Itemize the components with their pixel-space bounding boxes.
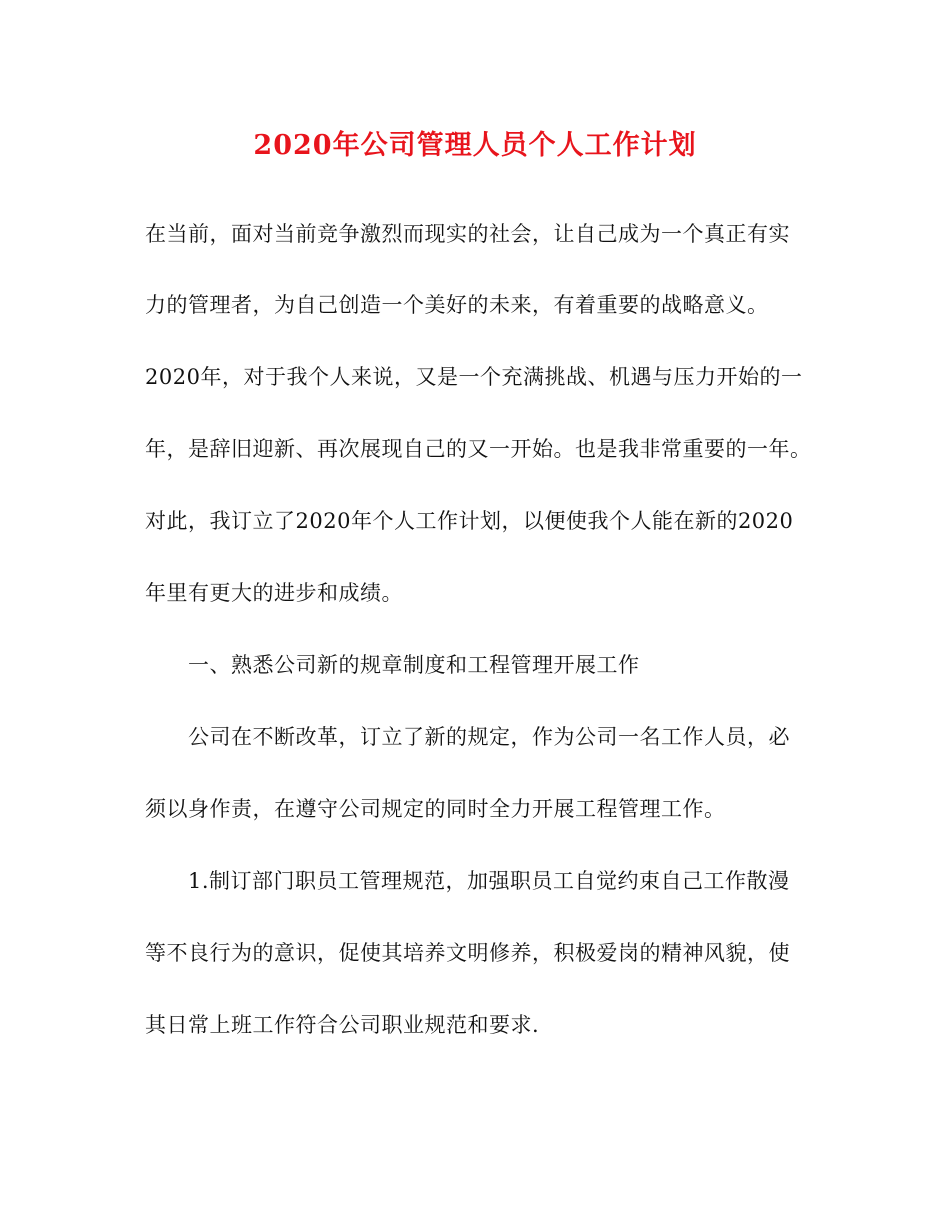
list-item-line: 其日常上班工作符合公司职业规范和要求. (145, 1013, 540, 1037)
paragraph-line: 年里有更大的进步和成绩。 (145, 581, 403, 605)
paragraph-line: 2020年，对于我个人来说，又是一个充满挑战、机遇与压力开始的一 (145, 365, 803, 389)
paragraph-line: 公司在不断改革，订立了新的规定，作为公司一名工作人员，必 (188, 725, 790, 749)
section-heading: 一、熟悉公司新的规章制度和工程管理开展工作 (188, 653, 640, 677)
paragraph-line: 对此，我订立了2020年个人工作计划，以便使我个人能在新的2020 (145, 509, 794, 533)
list-item-line: 1.制订部门职员工管理规范，加强职员工自觉约束自己工作散漫 (188, 869, 790, 893)
paragraph-line: 在当前，面对当前竞争激烈而现实的社会，让自己成为一个真正有实 (145, 222, 790, 246)
document-title: 2020年公司管理人员个人工作计划 (253, 130, 697, 161)
paragraph-line: 力的管理者，为自己创造一个美好的未来，有着重要的战略意义。 (145, 293, 769, 317)
list-item-line: 等不良行为的意识，促使其培养文明修养，积极爱岗的精神风貌，使 (145, 941, 790, 965)
paragraph-line: 年，是辞旧迎新、再次展现自己的又一开始。也是我非常重要的一年。 (145, 437, 812, 461)
paragraph-line: 须以身作责，在遵守公司规定的同时全力开展工程管理工作。 (145, 797, 726, 821)
